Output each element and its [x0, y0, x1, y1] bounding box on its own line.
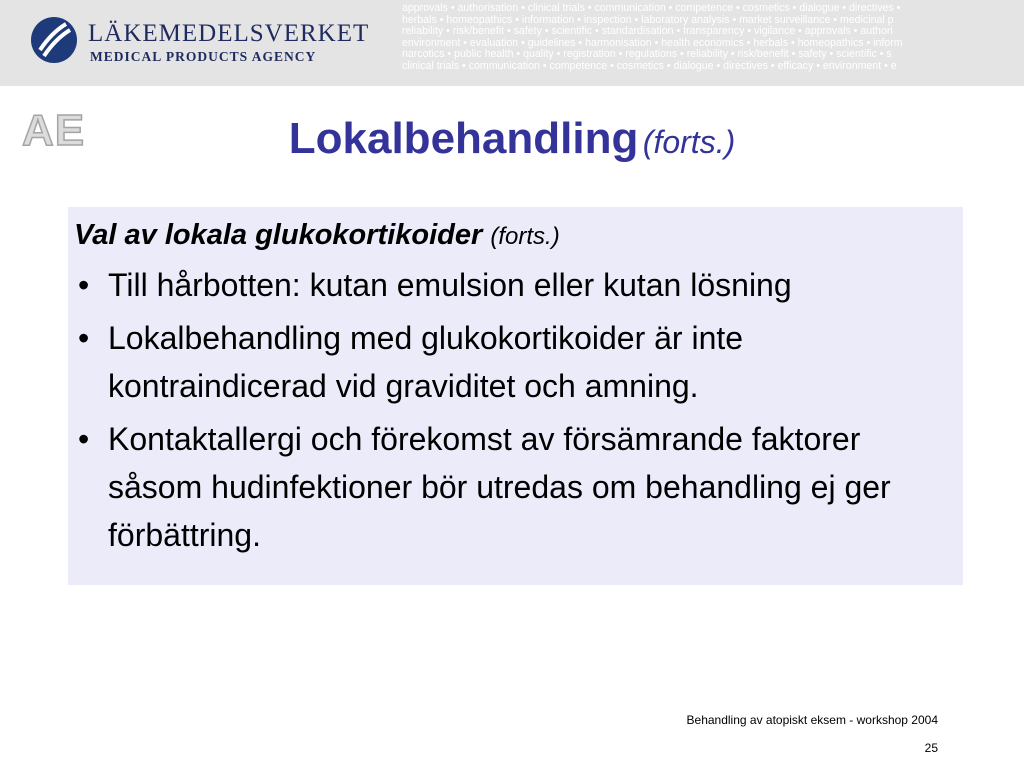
keyword-line: narcotics • public health • quality • registration • regulations • reliability • risk/benefit • safety • scientific • s: [402, 48, 892, 61]
bullet-item: • Lokalbehandling med glukokortikoider är inte kontraindicerad vid graviditet och amning.: [74, 314, 963, 410]
keyword-line: approvals • authorisation • clinical trials • communication • competence • cosmetics • dialogue • directives •: [402, 3, 901, 14]
logo-subtitle: MEDICAL PRODUCTS AGENCY: [90, 49, 317, 64]
bullet-item: • Kontaktallergi och förekomst av försämrande faktorer såsom hudinfektioner bör utredas om behandling ej ger förbättring.: [74, 415, 963, 559]
keyword-line: reliability • risk/benefit • safety • scientific • standardisation • transparency • vigilance • approvals • authori: [402, 25, 893, 38]
title-main: Lokalbehandling: [288, 114, 639, 163]
keyword-line: environment • evaluation • guidelines • harmonisation • health economics • herbals • homeopathics • inform: [402, 36, 903, 49]
logo-name: LÄKEMEDELSVERKET: [88, 20, 370, 47]
title-sub: (forts.): [642, 124, 736, 160]
agency-emblem-icon: [30, 16, 78, 64]
footer-text: Behandling av atopiskt eksem - workshop 2004: [686, 713, 938, 727]
header-keywords: [402, 3, 1024, 83]
subheading-main: Val av lokala glukokortikoider: [74, 219, 483, 251]
page-number: 25: [924, 741, 938, 755]
slide-title: [0, 114, 1024, 164]
bullet-item: • Till hårbotten: kutan emulsion eller kutan lösning: [74, 261, 963, 309]
subheading: [74, 217, 963, 255]
bullet-list: [74, 261, 963, 559]
corner-mark: AE: [22, 106, 86, 155]
subheading-sub: (forts.): [490, 223, 560, 250]
slide-header: [0, 0, 1024, 86]
keyword-line: clinical trials • communication • competence • cosmetics • dialogue • directives • efficacy • environment • e: [402, 59, 897, 72]
content-box: [68, 207, 963, 585]
keyword-line: herbals • homeopathics • information • inspection • laboratory analysis • market surveillance • medicinal p: [402, 13, 894, 26]
